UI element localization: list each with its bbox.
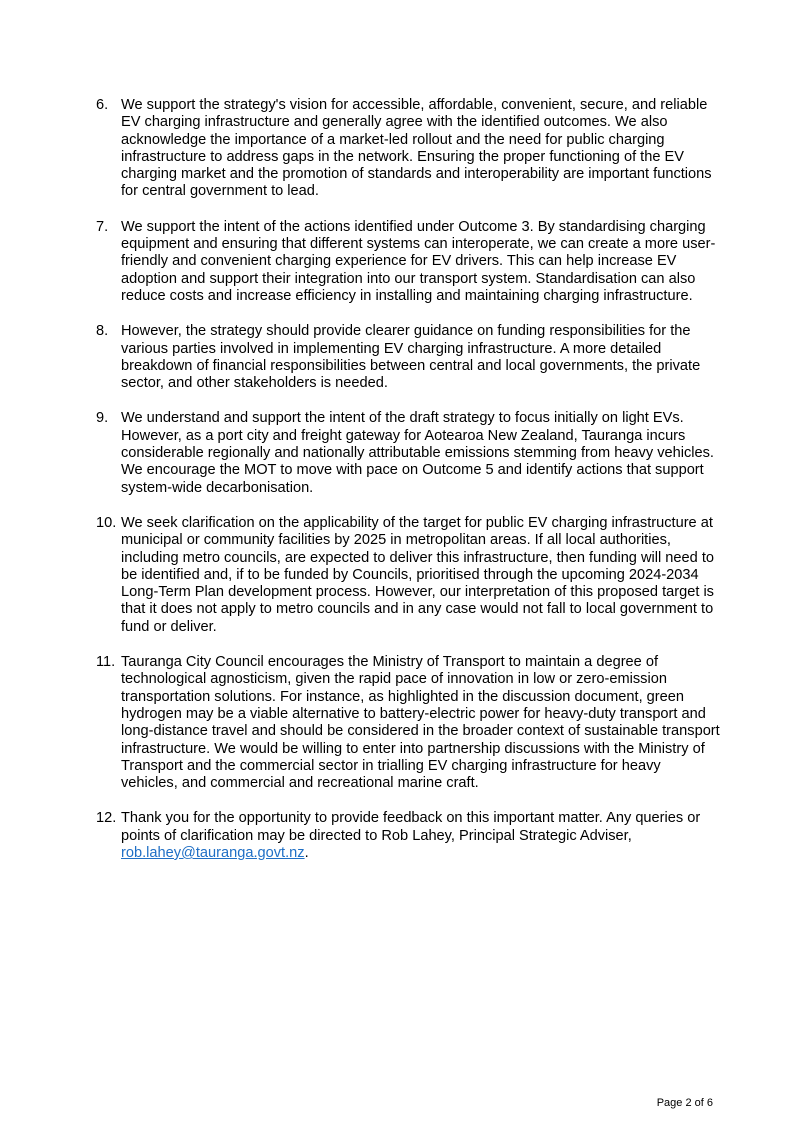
paragraph-12	[96, 810, 721, 862]
paragraph-text	[121, 810, 721, 862]
paragraph-number: 12.	[96, 810, 117, 827]
paragraph-number: 6.	[96, 97, 109, 113]
paragraph-text: However, the strategy should provide clearer guidance on funding responsibilities for the various parties involved in implementing EV charging infrastructure. A more detailed breakdown of financial responsibilities between central and local governments, the private sector, and other stakeholders is needed.	[121, 323, 701, 392]
paragraph-text: We support the strategy's vision for accessible, affordable, convenient, secure, and reliable EV charging infrastructure and generally agree with the identified outcomes. We also acknowledge the importance of a market-led rollout and the need for public charging infrastructure to address gaps in the network. Ensuring the proper functioning of the EV charging market and the promotion of standards and interoperability are important functions for central government to lead.	[121, 97, 712, 200]
paragraph-10	[96, 515, 721, 636]
paragraph-text: We understand and support the intent of the draft strategy to focus initially on light EVs. However, as a port city and freight gateway for Aotearoa New Zealand, Tauranga incurs considerable regionally and nationally attributable emissions stemming from heavy vehicles. We encourage the MOT to move with pace on Outcome 5 and identify actions that support system-wide decarbonisation.	[121, 410, 714, 496]
paragraph-9	[96, 410, 721, 496]
closing-period: .	[304, 844, 309, 861]
paragraph-7	[96, 219, 721, 305]
email-link[interactable]: rob.lahey@tauranga.govt.nz	[121, 844, 305, 861]
paragraph-number: 7.	[96, 218, 109, 235]
paragraph-text: Tauranga City Council encourages the Ministry of Transport to maintain a degree of technological agnosticism, given the rapid pace of innovation in low or zero-emission transportation solutions. For instance, as highlighted in the discussion document, green hydrogen may be a viable alternative to battery-electric power for heavy-duty transport and long-distance travel and should be considered in the broader context of sustainable transport infrastructure. We would be willing to enter into partnership discussions with the Ministry of Transport and the commercial sector in trialling EV charging infrastructure for heavy vehicles, and commercial and recreational marine craft.	[121, 654, 720, 792]
paragraph-number: 9.	[96, 410, 109, 427]
paragraph-text: We seek clarification on the applicability of the target for public EV charging infrastructure at municipal or community facilities by 2025 in metropolitan areas. If all local authorities, including metro councils, are expected to deliver this infrastructure, then funding will need to be identified and, if to be funded by Councils, prioritised through the upcoming 2024-2034 Long-Term Plan development process. However, our interpretation of this proposed target is that it does not apply to metro councils and in any case would not fall to local government to fund or deliver.	[121, 514, 714, 635]
numbered-paragraph-list	[96, 97, 721, 880]
closing-text: Thank you for the opportunity to provide feedback on this important matter. Any queries or points of clarification may be directed to Rob Lahey, Principal Strategic Adviser,	[121, 810, 701, 844]
paragraph-number: 11.	[96, 654, 116, 671]
paragraph-text: We support the intent of the actions identified under Outcome 3. By standardising charging equipment and ensuring that different systems can interoperate, we can create a more user-friendly and convenient charging experience for EV drivers. This can help increase EV adoption and support their integration into our transport system. Standardisation can also reduce costs and increase efficiency in installing and maintaining charging infrastructure.	[121, 218, 716, 304]
paragraph-8	[96, 323, 721, 392]
page-number-footer: Page 2 of 6	[656, 1097, 713, 1109]
paragraph-number: 10.	[96, 514, 117, 531]
paragraph-6	[96, 97, 721, 201]
paragraph-11	[96, 654, 721, 792]
paragraph-number: 8.	[96, 323, 109, 340]
